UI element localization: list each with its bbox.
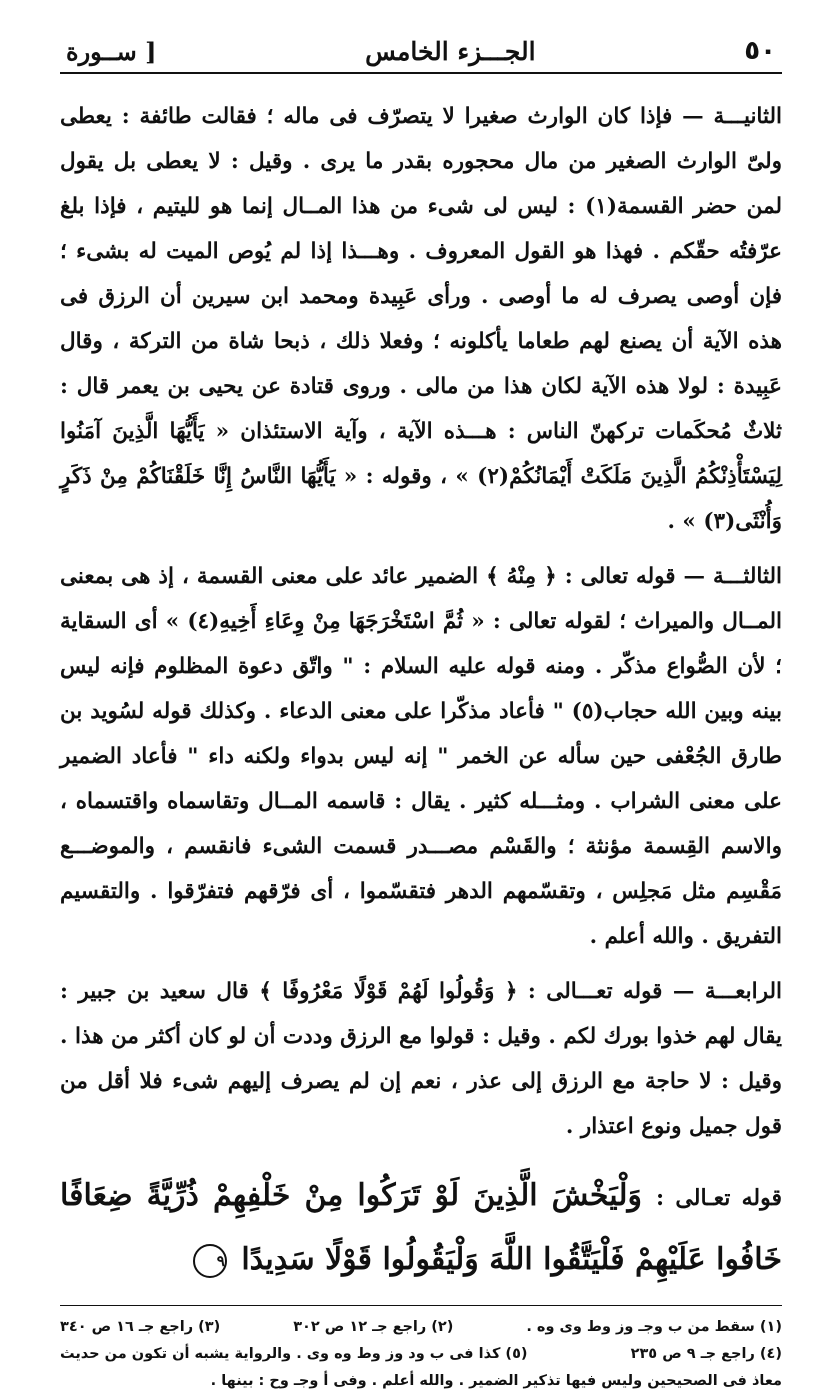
verse-text: وَلْيَخْشَ الَّذِينَ لَوْ تَرَكُوا مِنْ خَلْفِهِمْ ذُرِّيَّةً ضِعَافًا خَافُوا عَلَيْهِمْ فَلْيَتَّقُوا اللَّهَ وَلْيَقُولُوا قَوْلًا سَدِيدًا	[60, 1178, 782, 1277]
paragraph-third: الثالثـــة — قوله تعالى : ﴿ مِنْهُ ﴾ الضمير عائد على معنى القسمة ، إذ هى بمعنى المــال والميراث ؛ لقوله تعالى : « ثُمَّ اسْتَخْرَجَهَا مِنْ وِعَاءِ أَخِيهِ(٤) » أى السقاية ؛ لأن الصُّواع مذكّر . ومنه قوله عليه السلام : " واتّق دعوة المظلوم فإنه ليس بينه وبين الله حجاب(٥) " فأعاد مذكّرا على معنى الدعاء . وكذلك قوله لسُويد بن طارق الجُعْفى حين سأله عن الخمر " إنه ليس بدواء ولكنه داء " فأعاد الضمير على معنى الشراب . ومثـــله كثير . يقال : قاسمه المــال وتقاسماه واقتسماه ، والاسم القِسمة مؤنثة ؛ والقَسْم مصـــدر قسمت الشىء فانقسم ، والموضـــع مَقْسِم مثل مَجلِس ، وتقسّمهم الدهر فتقسّموا ، أى فرّقهم فتفرّقوا . والتقسيم التفريق . والله أعلم .	[60, 564, 783, 949]
page-header	[60, 22, 782, 74]
verse-lead: قوله تعـالى :	[656, 1185, 783, 1211]
footnotes	[60, 1305, 782, 1395]
sura-label: [ ســورة	[66, 37, 157, 66]
verse-number-marker: ٩	[193, 1244, 227, 1278]
footnote-3: (٣) راجع جـ ١٦ ص ٣٤٠	[60, 1319, 221, 1335]
footnote-row-1	[60, 1314, 782, 1341]
quran-verse	[60, 1165, 782, 1291]
footnote-1: (١) سقط من ب وجـ وز وط وى وه .	[526, 1319, 782, 1335]
paragraph-fourth: الرابعـــة — قوله تعـــالى : ﴿ وَقُولُوا لَهُمْ قَوْلًا مَعْرُوفًا ﴾ قال سعيد بن جبير : يقال لهم خذوا بورك لكم . وقيل : قولوا مع الرزق وددت أن لو كان أكثر من هذا . وقيل : لا حاجة مع الرزق إلى عذر ، نعم إن لم يصرف إليهم شىء فلا أقل من قول جميل ونوع اعتذار .	[60, 979, 782, 1139]
footnote-5: (٥) كذا فى ب ود وز وط وه وى . والرواية يشبه أن تكون من حديث	[60, 1346, 528, 1362]
page-number: ٥٠	[744, 36, 776, 66]
part-title: الجـــزء الخامس	[365, 37, 536, 66]
paragraph-second: الثانيـــة — فإذا كان الوارث صغيرا لا يتصرّف فى ماله ؛ فقالت طائفة : يعطى ولىّ الوارث الصغير من مال محجوره بقدر ما يرى . وقيل : لا يعطى بل يقول لمن حضر القسمة(١) : ليس لى شىء من هذا المــال إنما هو لليتيم ، فإذا بلغ عرّفتُه حقّكم . فهذا هو القول المعروف . وهـــذا إذا لم يُوص الميت له بشىء ؛ فإن أوصى يصرف له ما أوصى . ورأى عَبِيدة ومحمد ابن سيرين أن الرزق فى هذه الآية أن يصنع لهم طعاما يأكلونه ؛ وفعلا ذلك ، ذبحا شاة من التركة ، وقال عَبِيدة : لولا هذه الآية لكان هذا من مالى . وروى قتادة عن يحيى بن يعمر قال : ثلاثٌ مُحكَمات تركهنّ الناس : هـــذه الآية ، وآية الاستئذان « يَأَيُّهَا الَّذِينَ آمَنُوا لِيَسْتَأْذِنْكُمُ الَّذِينَ مَلَكَتْ أَيْمَانُكُمْ(٢) » ، وقوله : « يَأَيُّهَا النَّاسُ إِنَّا خَلَقْنَاكُمْ مِنْ ذَكَرٍ وَأُنْثَى(٣) » .	[60, 104, 782, 534]
footnote-5-continuation: معاذ فى الصحيحين وليس فيها تذكير الضمير . والله أعلم . وفى أ وجـ وح : بينها .	[210, 1373, 782, 1389]
footnote-row-2	[60, 1341, 782, 1368]
footnote-4: (٤) راجع جـ ٩ ص ٢٣٥	[630, 1346, 782, 1362]
footnote-2: (٢) راجع جـ ١٢ ص ٣٠٢	[293, 1319, 454, 1335]
body-text	[60, 94, 782, 1149]
